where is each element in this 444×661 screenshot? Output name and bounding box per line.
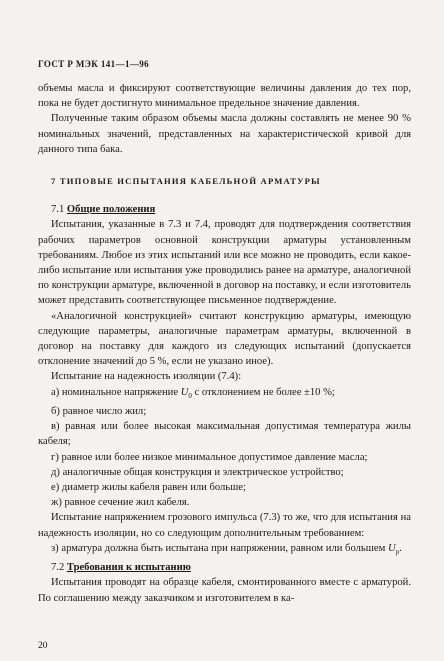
paragraph-continuation: объемы масла и фиксируют соответствующие величины давления до тех пор, пока не будет достигнуто минимальное предельное значение давления.: [38, 83, 411, 110]
subsection-number: 7.2: [51, 562, 65, 574]
symbol-up: $U_р$: [387, 542, 400, 556]
list-item: з) арматура должна быть испытана при напряжении, равном или большем $U_р$.: [51, 542, 402, 556]
paragraph: Испытание напряжением грозового импульса (7.3) то же, что для испытания на надежность изоляции, но со следующим дополнительным требованием:: [38, 512, 411, 539]
subsection-title: Требования к испытанию: [66, 562, 191, 574]
section-heading: 7 ТИПОВЫЕ ИСПЫТАНИЯ КАБЕЛЬНОЙ АРМАТУРЫ: [51, 176, 321, 187]
list-item: б) равное число жил;: [51, 405, 147, 417]
list-item: д) аналогичные общая конструкция и электрическое устройство;: [51, 466, 344, 478]
paragraph: Испытание на надежность изоляции (7.4):: [51, 371, 242, 383]
subsection-heading-7-2: [38, 560, 411, 575]
symbol-u0: $U_0$: [180, 386, 192, 400]
page-number: 20: [38, 641, 48, 651]
subsection-heading-7-1: [38, 202, 411, 217]
paragraph: Полученные таким образом объемы масла должны составлять не менее 90 % номинальных значений, представленных на характеристической кривой для данного типа бака.: [38, 113, 411, 155]
paragraph: «Аналогичной конструкцией» считают конструкцию арматуры, имеющую следующие параметры, аналогичные параметрам арматуры, включенной в договор на поставку для каждого из следующих испытаний (допускается отклонение значений до 5 %, если не указано иное).: [38, 310, 411, 368]
document-body: [38, 81, 411, 606]
paragraph: Испытания, указанные в 7.3 и 7.4, проводят для подтверждения соответствия рабочих параметров основной конструкции арматуры установленным требованиям. Любое из этих испытаний или все можно не проводить, если какое-либо испытание или испытания уже проводились ранее на арматуре, аналогичной по конструкции арматуре, включенной в договор на поставку, и если изготовитель может представить соответствующее письменное подтверждение.: [38, 219, 411, 307]
running-header: ГОСТ Р МЭК 141—1—96: [38, 59, 150, 69]
list-item: ж) равное сечение жил кабеля.: [51, 497, 190, 509]
list-item: а) номинальное напряжение $U_0$ с отклонением не более ±10 %;: [51, 386, 335, 400]
list-item: в) равная или более высокая максимальная допустимая температура жилы кабеля;: [38, 421, 411, 448]
subsection-number: 7.1: [51, 204, 65, 216]
paragraph: Испытания проводят на образце кабеля, смонтированного вместе с арматурой. По соглашению между заказчиком и изготовителем в ка-: [38, 577, 411, 604]
list-item: е) диаметр жилы кабеля равен или больше;: [51, 481, 246, 493]
list-item: г) равное или более низкое минимальное допустимое давление масла;: [51, 451, 368, 463]
subsection-title: Общие положения: [66, 204, 156, 216]
